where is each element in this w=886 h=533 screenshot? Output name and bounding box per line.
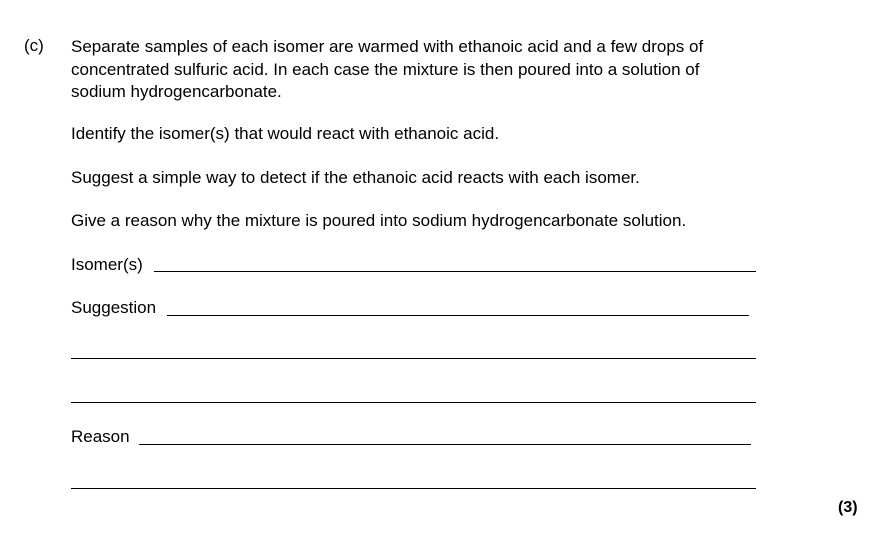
intro-line: sodium hydrogencarbonate. [71, 82, 282, 101]
reason-answer-line[interactable] [139, 444, 751, 445]
answer-line[interactable] [71, 402, 756, 403]
instruction-suggest: Suggest a simple way to detect if the ethanoic acid reacts with each isomer. [71, 168, 640, 187]
answer-line[interactable] [71, 488, 756, 489]
suggestion-label: Suggestion [71, 298, 157, 317]
intro-line: concentrated sulfuric acid. In each case the mixture is then poured into a solution of [71, 59, 700, 79]
marks-total: (3) [838, 499, 858, 516]
isomer-label: Isomer(s) [71, 255, 143, 274]
isomer-answer-line[interactable] [154, 271, 756, 272]
suggestion-answer-line[interactable] [167, 315, 749, 316]
instruction-identify: Identify the isomer(s) that would react with ethanoic acid. [71, 124, 500, 143]
question-part-label: (c) [24, 36, 44, 55]
instruction-reason: Give a reason why the mixture is poured into sodium hydrogencarbonate solution. [71, 211, 687, 230]
intro-line: Separate samples of each isomer are warmed with ethanoic acid and a few drops of [71, 37, 704, 56]
question-intro [71, 36, 771, 104]
reason-label: Reason [71, 427, 130, 446]
answer-line[interactable] [71, 358, 756, 359]
